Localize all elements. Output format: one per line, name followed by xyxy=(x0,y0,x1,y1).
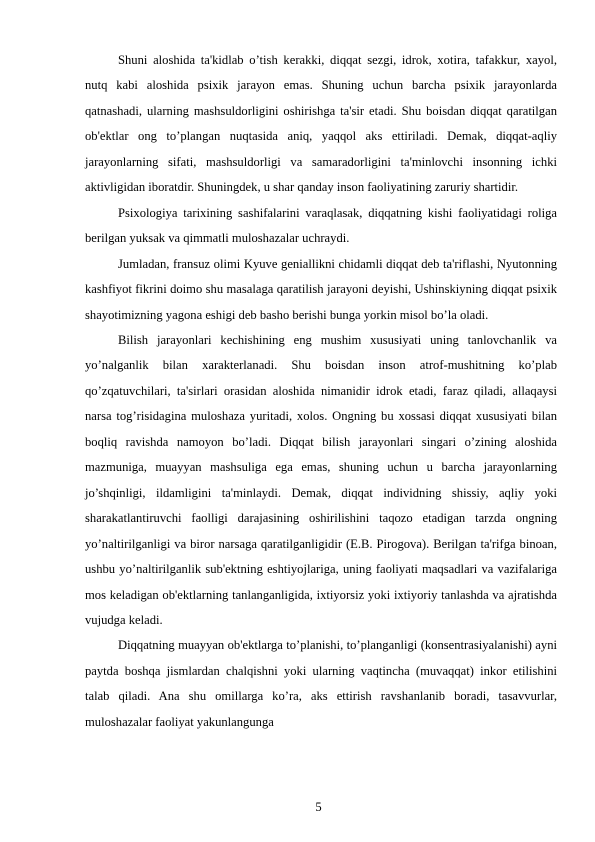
paragraph-3: Jumladan, fransuz olimi Kyuve geniallikni chidamli diqqat deb ta'riflashi, Nyutonning kashfiyot fikrini doimo shu masalaga qaratilish jarayoni deyishi, Ushinskiyning diqqat psixik shayotimizning yagona eshigi deb basho berishi bunga yorkin misol bo’la oladi. xyxy=(85,256,557,322)
paragraph-1: Shuni aloshida ta'kidlab o’tish kerakki, diqqat sezgi, idrok, xotira, tafakkur, xayol, nutq kabi aloshida psixik jarayon emas. Shuning uchun barcha psixik jarayonlarda qatnashadi, ularning mashsuldorligini oshirishga ta'sir etadi. Shu boisdan diqqat qaratilgan ob'ektlar ong to’plangan nuqtasida aniq, yaqqol aks ettiriladi. Demak, diqqat-aqliy jarayonlarning sifati, mashsuldorligi va samaradorligini ta'minlovchi insonning ichki aktivligidan iboratdir. Shuningdek, u shar qanday inson faoliyatining zaruriy shartidir. xyxy=(85,53,557,195)
page-number: 5 xyxy=(315,800,322,814)
paragraph-5: Diqqatning muayyan ob'ektlarga to’planishi, to’planganligi (konsentrasiyalanishi) ayni paytda boshqa jismlardan chalqishni yoki ularning vaqtincha (muvaqqat) inkor etilishini talab qiladi. Ana shu omillarga ko’ra, aks ettirish ravshanlanib boradi, tasavvurlar, muloshazalar faoliyat yakunlangunga xyxy=(85,638,557,729)
paragraph-4: Bilish jarayonlari kechishining eng mushim xususiyati uning tanlovchanlik va yo’nalganlik bilan xarakterlanadi. Shu boisdan inson atrof-mushitning ko’plab qo’zqatuvchilari, ta'sirlari orasidan aloshida nimanidir idrok etadi, faraz qiladi, allaqaysi narsa tog’risidagina muloshaza yuritadi, xolos. Ongning bu xossasi diqqat xususiyati bilan boqliq ravishda namoyon bo’ladi. Diqqat bilish jarayonlari singari o’zining aloshida mazmuniga, muayyan mashsuliga ega emas, shuning uchun u barcha jarayonlarning jo’shqinligi, ildamligini ta'minlaydi. Demak, diqqat individning shissiy, aqliy yoki sharakatlantiruvchi faolligi darajasining oshirilishini taqozo etadigan tarzda ongning yo’naltirilganligi va biror narsaga qaratilganligidir (E.B. Pirogova). Berilgan ta'rifga binoan, ushbu yo’naltirilganlik sub'ektning eshtiyojlariga, uning faoliyati maqsadlari va vazifalariga mos keladigan ob'ektlarning tanlanganligida, ixtiyorsiz yoki ixtiyoriy tanlashda va ajratishda vujudga keladi. xyxy=(85,332,557,627)
document-page xyxy=(85,48,557,735)
paragraph-2: Psixologiya tarixining sashifalarini varaqlasak, diqqatning kishi faoliyatidagi roliga berilgan yuksak va qimmatli muloshazalar uchraydi. xyxy=(85,205,557,246)
